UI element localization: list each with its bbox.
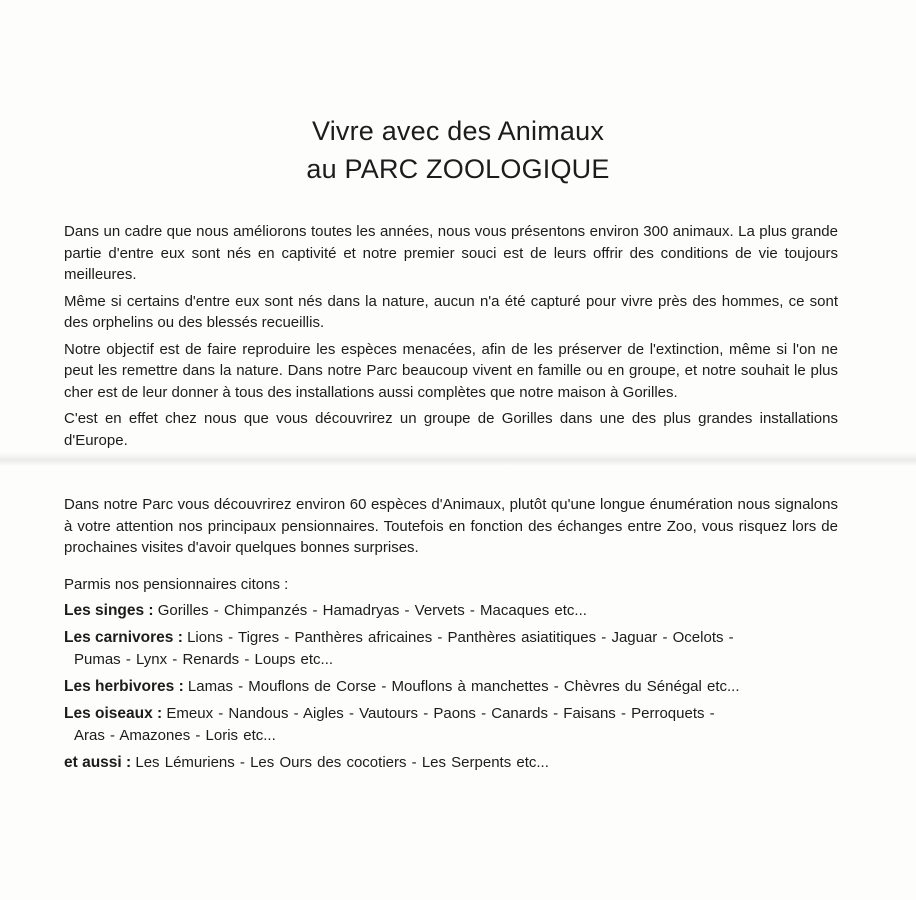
category-items: Emeux - Nandous - Aigles - Vautours - Paons - Canards - Faisans - Perroquets - bbox=[166, 705, 715, 722]
category-items: Lamas - Mouflons de Corse - Mouflons à manchettes - Chèvres du Sénégal etc... bbox=[187, 678, 740, 695]
category-oiseaux bbox=[64, 703, 838, 747]
category-autres bbox=[64, 752, 838, 774]
category-items: Lions - Tigres - Panthères africaines - Panthères asiatitiques - Jaguar - Ocelots - bbox=[187, 629, 734, 646]
category-label: Les carnivores : bbox=[64, 629, 183, 646]
residents-lead: Parmis nos pensionnaires citons : bbox=[64, 576, 289, 593]
residents-list bbox=[64, 574, 838, 779]
intro-paragraph-2: Même si certains d'entre eux sont nés dans la nature, aucun n'a été capturé pour vivre près des hommes, ce sont des orphelins ou des blessés recueillis. bbox=[64, 292, 838, 331]
intro-paragraph-3: Notre objectif est de faire reproduire les espèces menacées, afin de les préserver de l'extinction, même si l'on ne peut les remettre dans la nature. Dans notre Parc beaucoup vivent en famille ou en groupe, et notre souhait le plus cher est de leur donner à tous des installations aussi complètes que notre maison à Gorilles. bbox=[64, 340, 838, 401]
category-label: Les oiseaux : bbox=[64, 705, 163, 722]
category-items-continued: Aras - Amazones - Loris etc... bbox=[74, 727, 276, 744]
page-title bbox=[0, 112, 916, 188]
title-line-1: Vivre avec des Animaux bbox=[311, 116, 605, 146]
category-label: Les singes : bbox=[64, 602, 154, 619]
category-singes bbox=[64, 600, 838, 622]
category-label: Les herbivores : bbox=[64, 678, 184, 695]
intro-paragraph-4: C'est en effet chez nous que vous découvrirez un groupe de Gorilles dans une des plus grandes installations d'Europe. bbox=[64, 410, 838, 449]
category-label: et aussi : bbox=[64, 754, 132, 771]
category-items-continued: Pumas - Lynx - Renards - Loups etc... bbox=[74, 651, 334, 668]
title-line-2: au PARC ZOOLOGIQUE bbox=[306, 154, 610, 184]
intro-section bbox=[64, 221, 838, 456]
intro-paragraph-1: Dans un cadre que nous améliorons toutes les années, nous vous présentons environ 300 animaux. La plus grande partie d'entre eux sont nés en captivité et notre premier souci est de leurs offrir des conditions de vie toujours meilleures. bbox=[64, 223, 838, 283]
category-carnivores bbox=[64, 627, 838, 671]
category-items: Les Lémuriens - Les Ours des cocotiers - Les Serpents etc... bbox=[135, 754, 549, 771]
species-section bbox=[64, 494, 838, 564]
category-herbivores bbox=[64, 676, 838, 698]
category-items: Gorilles - Chimpanzés - Hamadryas - Vervets - Macaques etc... bbox=[157, 602, 587, 619]
species-paragraph: Dans notre Parc vous découvrirez environ 60 espèces d'Animaux, plutôt qu'une longue énumération nous signalons à votre attention nos principaux pensionnaires. Toutefois en fonction des échanges entre Zoo, vous risquez lors de prochaines visites d'avoir quelques bonnes surprises. bbox=[64, 496, 838, 556]
